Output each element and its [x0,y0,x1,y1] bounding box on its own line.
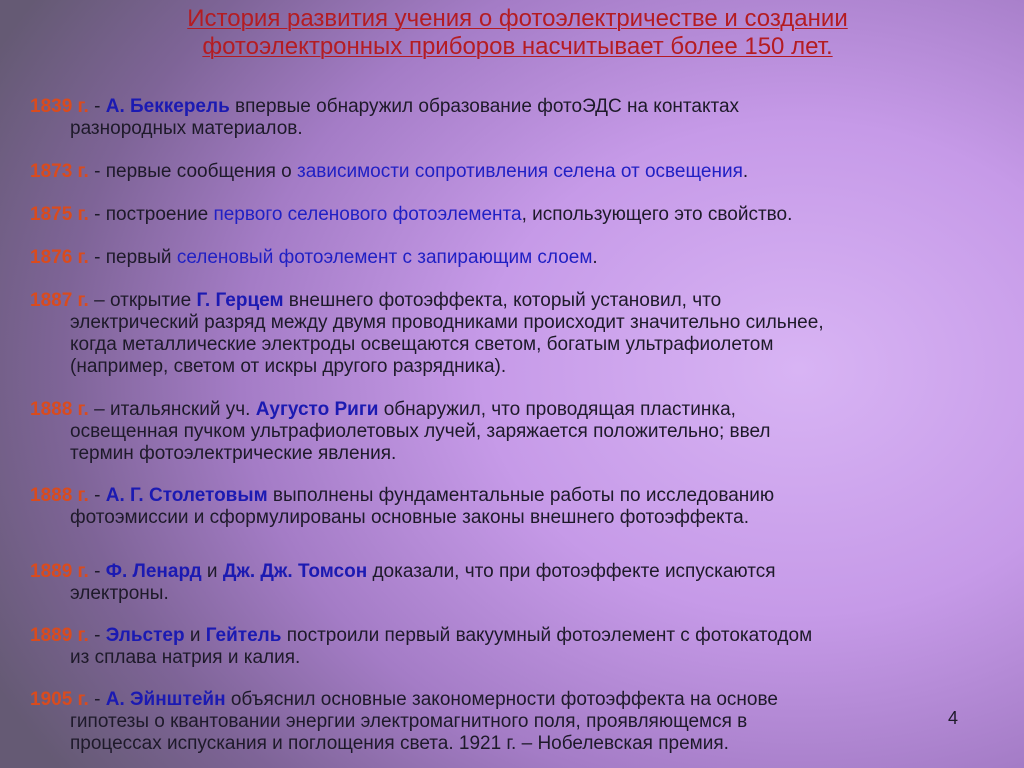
entry-text: итальянский уч. [109,399,256,420]
entry-year: 1876 г. [30,247,89,268]
entry-person: Аугусто Риги [255,399,379,420]
entry-conjunction: и [184,625,206,646]
entry-topic: первого селенового фотоэлемента [213,204,522,225]
timeline-entry-1889-lenard [30,561,990,605]
entry-year: 1875 г. [30,204,89,225]
entry-year: 1888 г. [30,399,89,420]
entry-year: 1873 г. [30,161,89,182]
timeline-entry-1873 [30,161,990,183]
entry-text-cont: термин фотоэлектрические явления. [70,443,397,464]
entry-separator: - [88,96,106,117]
entry-text-cont: электроны. [70,583,169,604]
title-line-2: фотоэлектронных приборов насчитывает более 150 лет. [202,33,833,60]
timeline-entry-1905 [30,689,990,755]
entry-year: 1887 г. [30,290,89,311]
entry-separator: - [88,204,106,225]
entry-text-end: . [592,247,598,268]
entry-text-cont: фотоэмиссии и сформулированы основные законы внешнего фотоэффекта. [70,507,749,528]
entry-text-cont: (например, светом от искры другого разрядника). [70,356,507,377]
entry-text: обнаружил, что проводящая пластинка, [378,399,736,420]
entry-year: 1889 г. [30,561,89,582]
entry-separator: – [88,399,110,420]
entry-text-cont: когда металлические электроды освещаются светом, богатым ультрафиолетом [70,334,774,355]
entry-text: внешнего фотоэффекта, который установил, что [283,290,722,311]
entry-person: А. Беккерель [105,96,230,117]
entry-topic: зависимости сопротивления селена от освещения [297,161,743,182]
entry-text: построили первый вакуумный фотоэлемент с фотокатодом [281,625,813,646]
entry-separator: - [88,161,106,182]
entry-text-cont: из сплава натрия и калия. [70,647,301,668]
entry-text: выполнены фундаментальные работы по исследованию [267,485,775,506]
entry-text-cont: электрический разряд между двумя проводниками происходит значительно сильнее, [70,312,824,333]
timeline-entry-1875 [30,204,990,226]
entry-person: А. Г. Столетовым [105,485,268,506]
entry-year: 1905 г. [30,689,89,710]
timeline-entry-1888-righi [30,399,990,465]
entry-text-cont: разнородных материалов. [70,118,303,139]
entry-person: Ф. Ленард [105,561,202,582]
entry-separator: - [88,561,106,582]
entry-separator: - [88,485,106,506]
entry-text-cont: процессах испускания и поглощения света. 1921 г. – Нобелевская премия. [70,733,729,754]
entry-text-end: . [742,161,749,182]
entry-person-2: Гейтель [205,625,282,646]
entry-conjunction: и [201,561,223,582]
entry-person-2: Дж. Дж. Томсон [222,561,368,582]
entry-separator: – [88,290,110,311]
entry-separator: - [88,247,106,268]
entry-separator: - [88,625,106,646]
timeline-entry-1876 [30,247,990,269]
title-line-1: История развития учения о фотоэлектричестве и создании [187,5,848,32]
entry-text: первые сообщения о [105,161,297,182]
entry-text: построение [105,204,214,225]
entry-year: 1888 г. [30,485,89,506]
entry-text: первый [105,247,177,268]
entry-person: А. Эйнштейн [105,689,226,710]
entry-text-cont: освещенная пучком ультрафиолетовых лучей, заряжается положительно; ввел [70,421,771,442]
entry-topic: селеновый фотоэлемент с запирающим слоем [176,247,593,268]
entry-person: Эльстер [105,625,185,646]
page-number: 4 [948,708,959,728]
timeline-entry-1888-stoletov [30,485,990,529]
timeline-entry-1889-elster [30,625,990,669]
entry-text-cont: гипотезы о квантовании энергии электромагнитного поля, проявляющемся в [70,711,748,732]
entry-text-end: , использующего это свойство. [521,204,793,225]
entry-person: Г. Герцем [196,290,284,311]
entry-text: доказали, что при фотоэффекте испускаются [367,561,776,582]
entry-text: впервые обнаружил образование фотоЭДС на контактах [229,96,740,117]
entry-year: 1839 г. [30,96,89,117]
entry-text: объяснил основные закономерности фотоэффекта на основе [225,689,778,710]
entry-text: открытие [109,290,197,311]
entry-year: 1889 г. [30,625,89,646]
timeline-entry-1839 [30,96,990,140]
entry-separator: - [88,689,106,710]
timeline-entry-1887 [30,290,990,378]
slide-title [100,5,935,61]
